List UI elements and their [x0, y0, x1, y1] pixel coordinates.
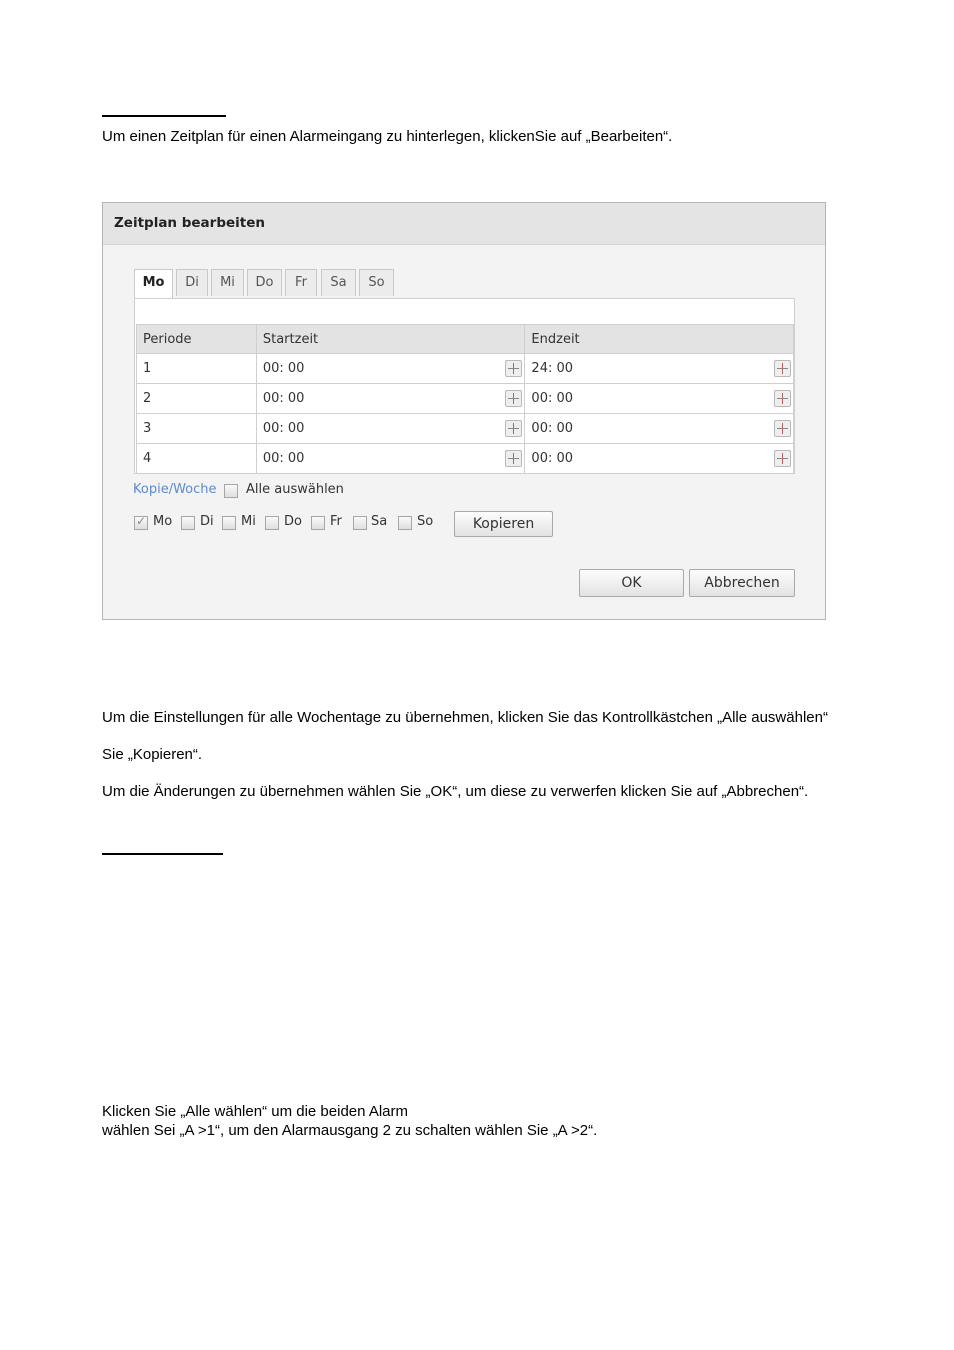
end-time-field[interactable] — [525, 414, 794, 444]
tab-do[interactable]: Do — [247, 269, 282, 296]
day-checkbox-di[interactable] — [181, 516, 195, 530]
tab-sa[interactable]: Sa — [321, 269, 356, 296]
paragraph-select-all: Um die Einstellungen für alle Wochentage zu übernehmen, klicken Sie das Kontrollkästchen „Alle auswählen“ — [102, 709, 828, 726]
tab-di[interactable]: Di — [176, 269, 208, 296]
paragraph-ok-cancel: Um die Änderungen zu übernehmen wählen Sie „OK“, um diese zu verwerfen klicken Sie auf „Abbrechen“. — [102, 783, 809, 800]
day-label-do: Do — [284, 514, 302, 529]
paragraph-alarm-select: Klicken Sie „Alle wählen“ um die beiden Alarm — [102, 1103, 408, 1120]
intro-text: Um einen Zeitplan für einen Alarmeingang zu hinterlegen, klickenSie auf „Bearbeiten“. — [102, 128, 673, 145]
paragraph-alarm-output: wählen Sei „A >1“, um den Alarmausgang 2 zu schalten wählen Sie „A >2“. — [102, 1122, 598, 1139]
column-header-start: Startzeit — [256, 325, 525, 354]
paragraph-copy: Sie „Kopieren“. — [102, 746, 203, 763]
end-time-value: 00: 00 — [531, 391, 574, 406]
day-checkbox-mo[interactable] — [134, 516, 148, 530]
copy-week-link[interactable]: Kopie/Woche — [133, 482, 217, 497]
period-cell: 3 — [137, 414, 257, 444]
period-cell: 4 — [137, 444, 257, 474]
end-time-field[interactable] — [525, 354, 794, 384]
dialog-header — [103, 203, 825, 245]
time-picker-icon[interactable] — [774, 390, 791, 407]
tab-mi[interactable]: Mi — [211, 269, 244, 296]
time-picker-icon[interactable] — [774, 450, 791, 467]
start-time-value: 00: 00 — [262, 361, 305, 376]
time-picker-icon[interactable] — [774, 420, 791, 437]
day-checkbox-fr[interactable] — [311, 516, 325, 530]
cancel-button[interactable]: Abbrechen — [689, 569, 795, 597]
start-time-value: 00: 00 — [262, 391, 305, 406]
tab-so[interactable]: So — [359, 269, 394, 296]
end-time-value: 00: 00 — [531, 451, 574, 466]
start-time-field[interactable] — [256, 414, 525, 444]
ok-button[interactable]: OK — [579, 569, 684, 597]
period-cell: 2 — [137, 384, 257, 414]
table-row — [137, 384, 794, 414]
end-time-value: 00: 00 — [531, 421, 574, 436]
time-picker-icon[interactable] — [505, 360, 522, 377]
select-all-label: Alle auswählen — [246, 482, 344, 497]
time-picker-icon[interactable] — [505, 420, 522, 437]
day-checkbox-mi[interactable] — [222, 516, 236, 530]
time-picker-icon[interactable] — [505, 450, 522, 467]
schedule-table — [136, 324, 794, 474]
day-checkbox-do[interactable] — [265, 516, 279, 530]
column-header-end: Endzeit — [525, 325, 794, 354]
day-label-mo: Mo — [153, 514, 173, 529]
day-checkbox-so[interactable] — [398, 516, 412, 530]
time-picker-icon[interactable] — [505, 390, 522, 407]
tab-mo[interactable]: Mo — [134, 269, 173, 298]
day-label-mi: Mi — [241, 514, 256, 529]
table-row — [137, 444, 794, 474]
dialog-title: Zeitplan bearbeiten — [114, 215, 265, 231]
table-row — [137, 414, 794, 444]
start-time-field[interactable] — [256, 384, 525, 414]
table-header-row — [137, 325, 794, 354]
period-cell: 1 — [137, 354, 257, 384]
start-time-field[interactable] — [256, 444, 525, 474]
end-time-value: 24: 00 — [531, 361, 574, 376]
day-label-sa: Sa — [371, 514, 388, 529]
section-rule-bottom — [102, 853, 223, 855]
end-time-field[interactable] — [525, 384, 794, 414]
start-time-value: 00: 00 — [262, 421, 305, 436]
section-rule-top — [102, 115, 226, 117]
day-label-di: Di — [200, 514, 214, 529]
end-time-field[interactable] — [525, 444, 794, 474]
day-checkbox-sa[interactable] — [353, 516, 367, 530]
start-time-field[interactable] — [256, 354, 525, 384]
copy-button[interactable]: Kopieren — [454, 511, 553, 537]
column-header-period: Periode — [137, 325, 257, 354]
day-label-fr: Fr — [330, 514, 342, 529]
start-time-value: 00: 00 — [262, 451, 305, 466]
time-picker-icon[interactable] — [774, 360, 791, 377]
table-row — [137, 354, 794, 384]
tab-fr[interactable]: Fr — [285, 269, 317, 296]
day-label-so: So — [417, 514, 434, 529]
schedule-panel — [134, 298, 795, 474]
schedule-dialog — [102, 202, 826, 620]
select-all-checkbox[interactable] — [224, 484, 238, 498]
